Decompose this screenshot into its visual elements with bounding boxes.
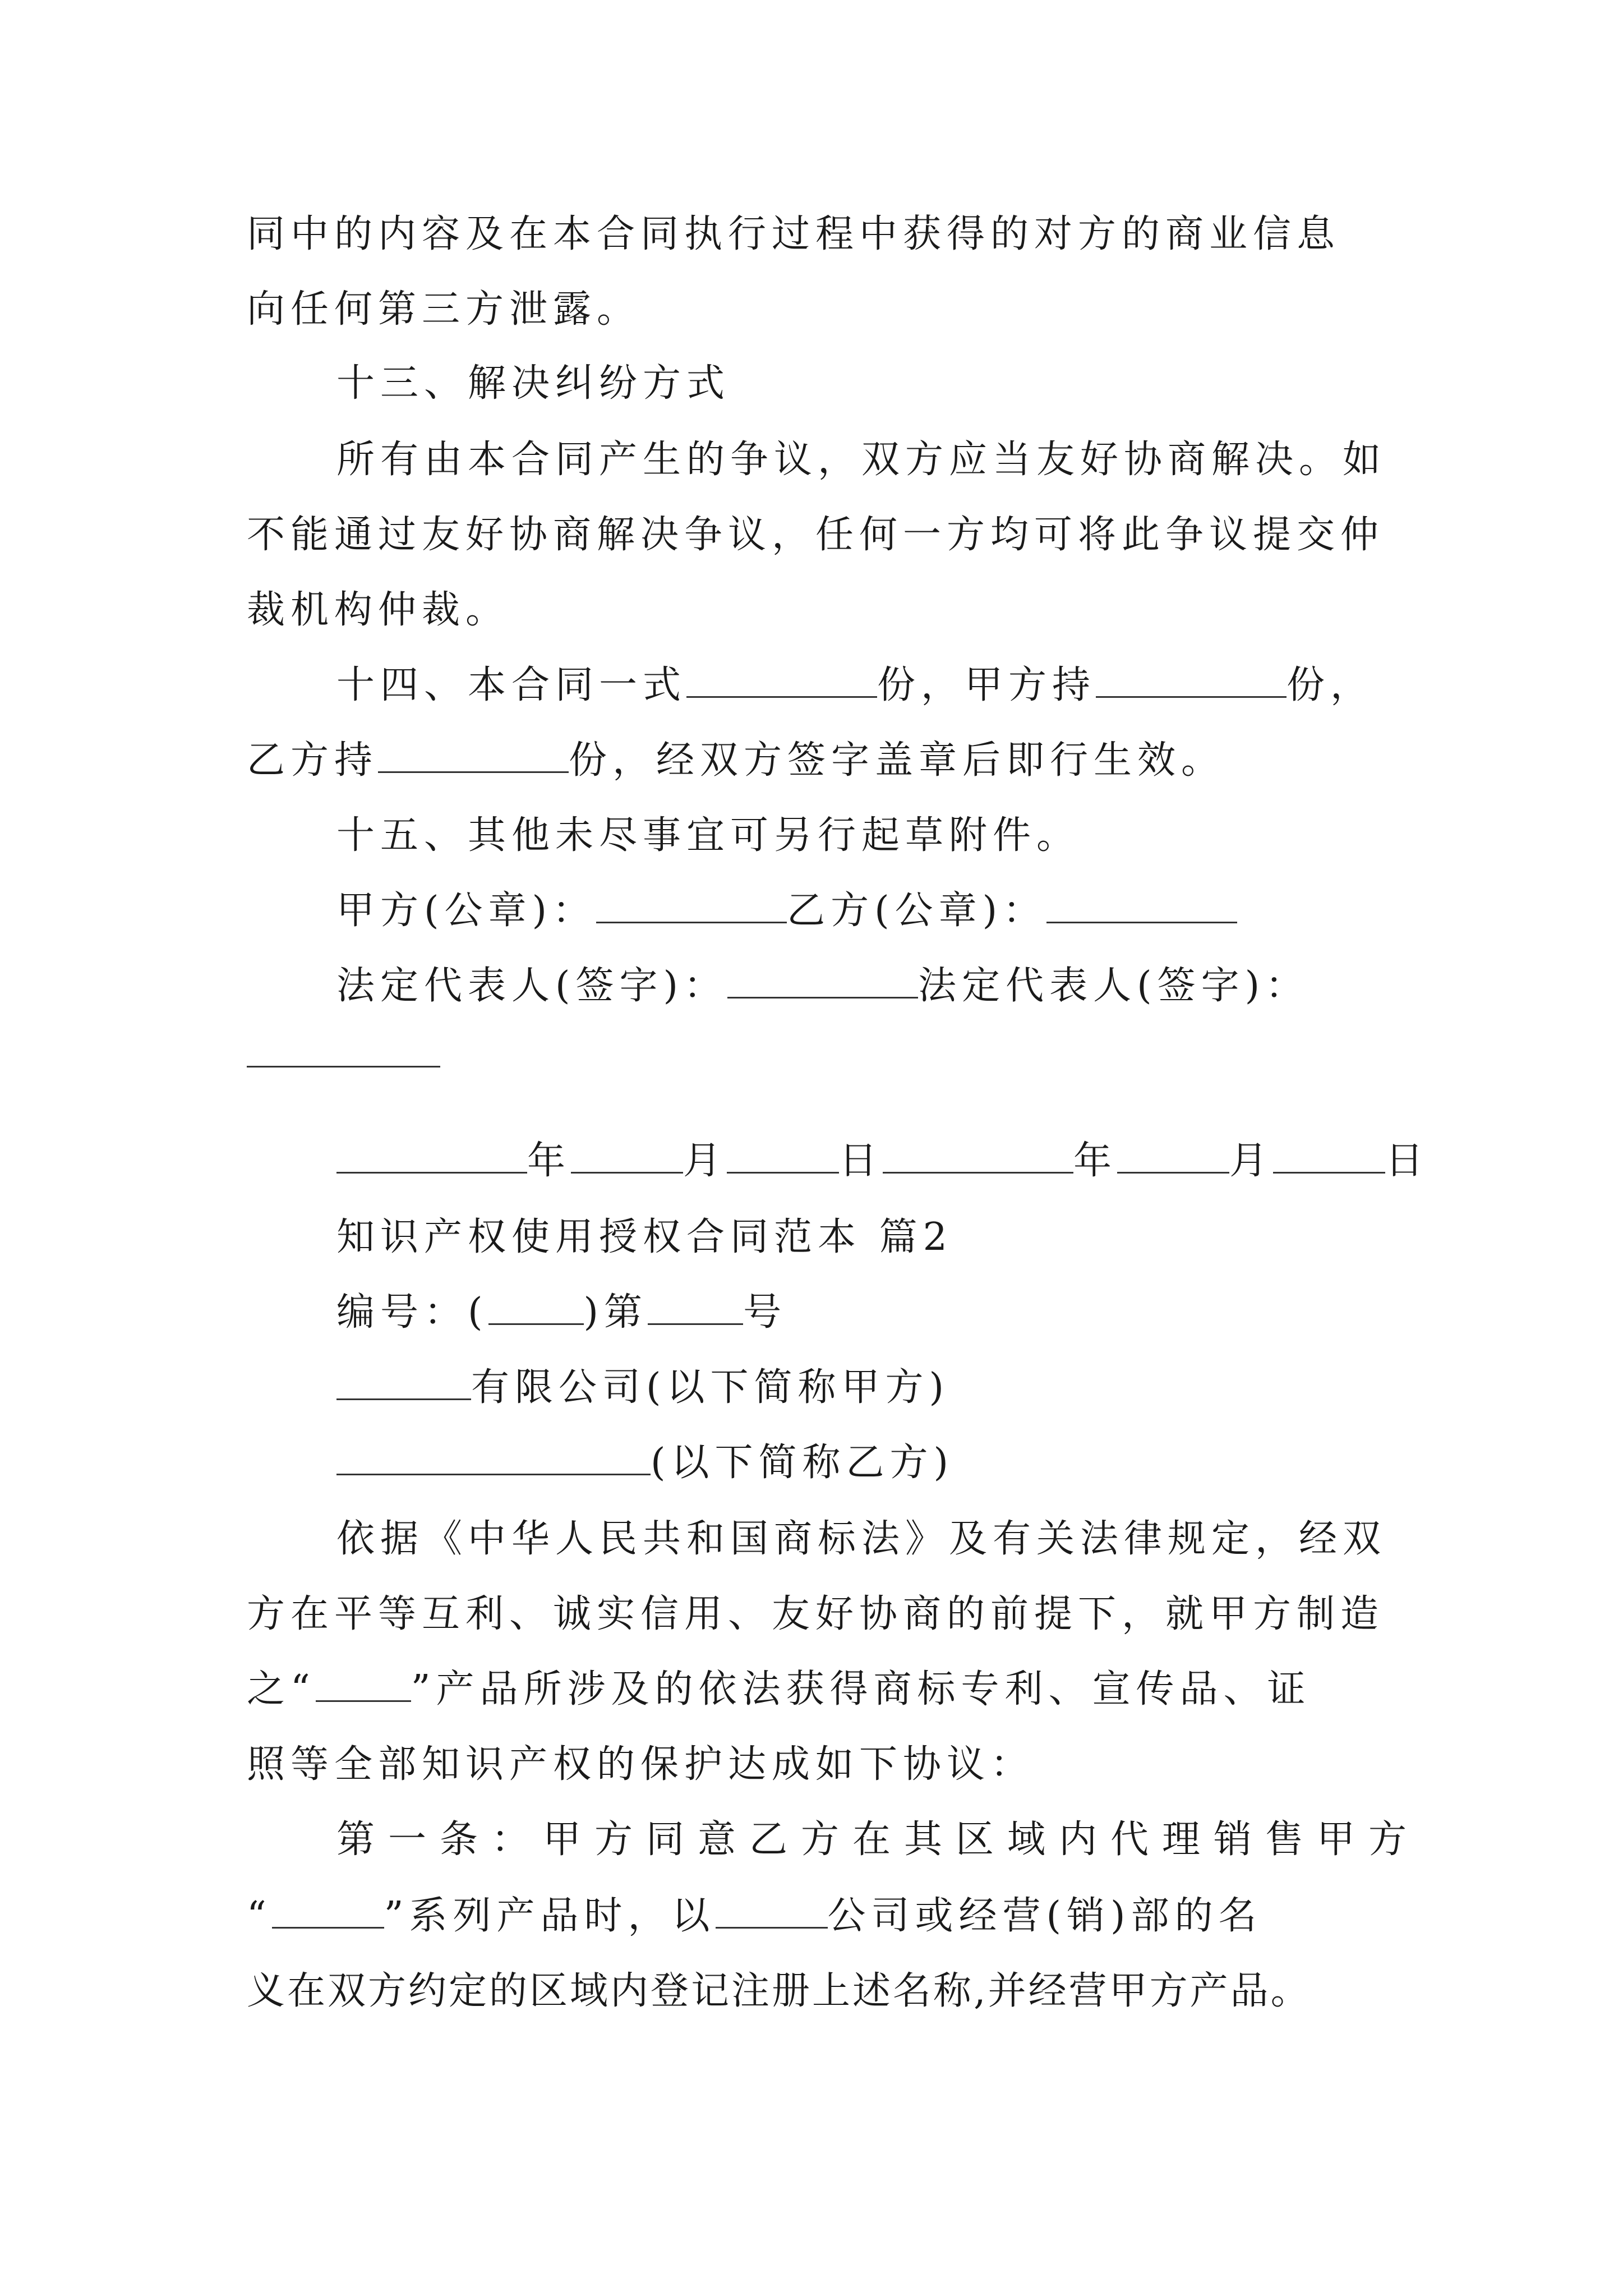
copies-text-2: 份，甲方持 [877, 663, 1096, 707]
blank-field [1273, 1139, 1385, 1174]
number-prefix: 编号：( [336, 1290, 488, 1335]
blank-field [1096, 664, 1287, 698]
blank-field [336, 1139, 527, 1174]
blank-field [488, 1291, 584, 1325]
intro-line-3 [247, 1667, 1311, 1712]
article-1-text-2a: ”系列产品时，以 [384, 1894, 716, 1938]
year-label: 年 [1073, 1139, 1118, 1183]
copies-text-3: 份， [1287, 663, 1375, 707]
section-heading-13: 十三、解决纠纷方式 [336, 361, 731, 406]
blank-field [716, 1894, 828, 1929]
blank-field [378, 739, 569, 773]
blank-field [272, 1894, 384, 1929]
month-label: 月 [683, 1139, 727, 1183]
intro-text-3b: ”产品所涉及的依法获得商标专利、宣传品、证 [411, 1667, 1311, 1711]
quote-open: “ [247, 1894, 272, 1938]
blank-field [727, 964, 918, 999]
month-label: 月 [1229, 1139, 1274, 1183]
blank-field [316, 1668, 411, 1702]
article-1-line-1: 第一条：甲方同意乙方在其区域内代理销售甲方 [336, 1818, 1421, 1862]
text-line-5: 不能通过友好协商解决争议，任何一方均可将此争议提交仲 [247, 513, 1385, 557]
article-1-text-2b: 公司或经营(销)部的名 [827, 1894, 1262, 1938]
seal-line [336, 889, 1237, 933]
copies-text-1: 十四、本合同一式 [336, 663, 687, 707]
party-b-seal-label: 乙方(公章)： [787, 889, 1047, 933]
copies-clause-line-1 [336, 663, 1374, 708]
number-suffix: 号 [743, 1290, 787, 1335]
party-a-seal-label: 甲方(公章)： [336, 889, 597, 933]
blank-field [686, 664, 877, 698]
section-heading-15: 十五、其他未尽事宜可另行起草附件。 [336, 813, 1081, 858]
day-label: 日 [839, 1139, 883, 1183]
party-a-rep-label: 法定代表人(签字)： [336, 964, 728, 1008]
blank-field [648, 1291, 743, 1325]
text-line-6: 裁机构仲裁。 [247, 588, 510, 632]
party-a-text: 有限公司(以下简称甲方) [471, 1365, 950, 1410]
copies-clause-line-2 [247, 738, 1225, 783]
blank-field [596, 889, 787, 923]
text-line-1: 同中的内容及在本合同执行过程中获得的对方的商业信息 [247, 212, 1341, 256]
article-1-line-3: 义在双方约定的区域内登记注册上述名称,并经营甲方产品。 [247, 1969, 1311, 2013]
blank-field [571, 1139, 683, 1174]
copies-text-5: 份，经双方签字盖章后即行生效。 [569, 738, 1225, 783]
day-label: 日 [1385, 1139, 1430, 1183]
blank-field [1046, 889, 1237, 923]
blank-field [883, 1139, 1073, 1174]
party-b-text: (以下简称乙方) [651, 1441, 955, 1485]
section-title-2: 知识产权使用授权合同范本 篇2 [336, 1215, 953, 1259]
party-b-rep-label: 法定代表人(签字)： [918, 964, 1310, 1008]
party-a-line [336, 1365, 949, 1410]
text-line-4: 所有由本合同产生的争议，双方应当友好协商解决。如 [336, 438, 1387, 482]
party-b-line [336, 1441, 954, 1485]
blank-field [336, 1441, 651, 1475]
copies-text-4: 乙方持 [247, 738, 379, 783]
intro-line-1: 依据《中华人民共和国商标法》及有关法律规定，经双 [336, 1517, 1387, 1561]
intro-line-4: 照等全部知识产权的保护达成如下协议： [247, 1742, 1035, 1787]
date-line [336, 1139, 1429, 1184]
number-mid: )第 [583, 1290, 648, 1335]
article-1-line-2 [247, 1894, 1262, 1939]
contract-number-line [336, 1290, 787, 1335]
intro-text-3a: 之“ [247, 1667, 316, 1711]
intro-line-2: 方在平等互利、诚实信用、友好协商的前提下，就甲方制造 [247, 1592, 1385, 1636]
blank-field [247, 1066, 440, 1068]
blank-field [727, 1139, 839, 1174]
blank-field [336, 1366, 471, 1400]
text-line-2: 向任何第三方泄露。 [247, 287, 641, 332]
year-label: 年 [527, 1139, 571, 1183]
blank-field [1117, 1139, 1229, 1174]
signature-line [336, 964, 1309, 1009]
